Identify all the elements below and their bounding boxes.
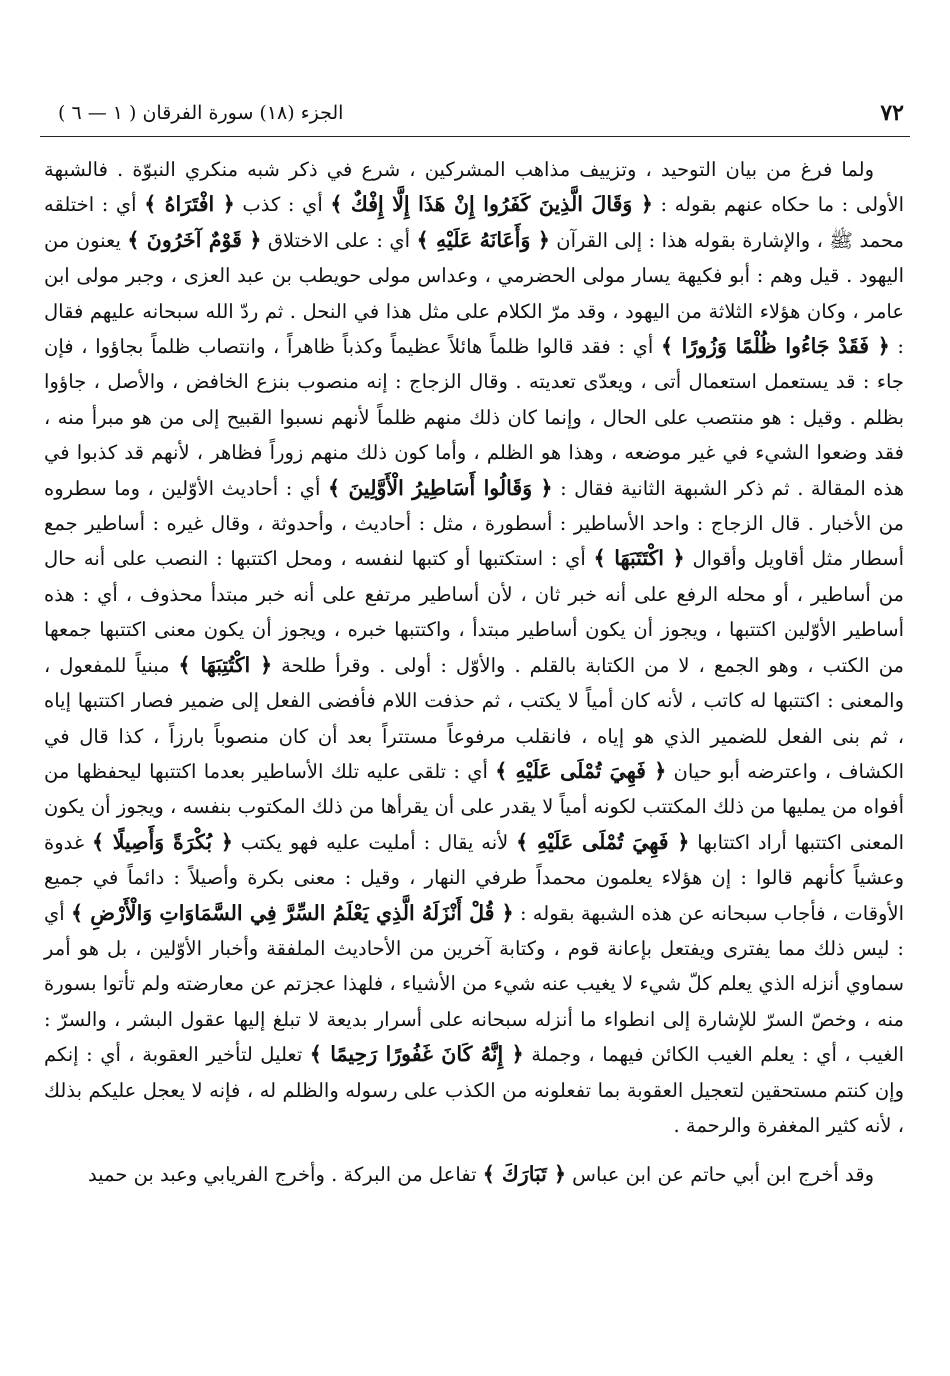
quran-verse: ﴿ وَقَالُوا أَسَاطِيرُ الْأَوَّلِينَ ﴾ <box>327 475 553 500</box>
body-text <box>44 152 904 1193</box>
quran-verse: ﴿ فَقَدْ جَاءُوا ظُلْمًا وَزُورًا ﴾ <box>661 334 890 359</box>
quran-verse: ﴿ اكْتَتَبَهَا ﴾ <box>593 546 685 571</box>
text-segment: أي : اختلقه محمد ﷺ ، والإشارة بقوله هذا : إلى القرآن <box>44 193 904 252</box>
text-segment: أي : ليس ذلك مما يفترى ويفتعل بإعانة قوم ، وكتابة آخرين من الأحاديث الملفقة وأخبار الأوّلين ، بل هو أمر سماوي أنزله الذي يعلم كلّ شيء لا يغيب عنه شيء من الأشياء ، فلهذا عجزتم عن معارضته ولم تأتوا بسورة منه ، وخصّ السرّ للإشارة إلى انطواء ما أنزله سبحانه على أسرار بديعة لا تبلغ إليها عقول البشر ، والسرّ : الغيب ، أي : يعلم الغيب الكائن فيهما ، وجملة <box>44 901 904 1067</box>
text-segment: مبنياً للمفعول ، والمعنى : اكتتبها له كاتب ، لأنه كان أمياً لا يكتب ، ثم حذفت اللام فأفضى الفعل إلى ضمير فصار اكتتبها إياه ، ثم بنى الفعل للضمير الذي هو إياه ، فانقلب مرفوعاً مستتراً بعد أن كان منصوباً بارزاً ، كذا قال في الكشاف ، واعترضه أبو حيان <box>44 653 904 783</box>
quran-verse: ﴿ فَهِيَ تُمْلَى عَلَيْهِ ﴾ <box>495 758 667 783</box>
quran-verse: ﴿ فَهِيَ تُمْلَى عَلَيْهِ ﴾ <box>516 829 690 854</box>
quran-verse: ﴿ قَوْمٌ آخَرُونَ ﴾ <box>127 227 262 252</box>
quran-verse: ﴿ اكْتُتِبَهَا ﴾ <box>178 652 273 677</box>
text-segment: تعليل لتأخير العقوبة ، أي : إنكم وإن كنتم مستحقين لتعجيل العقوبة بما تفعلونه من الكذب على رسوله والظلم له ، فإنه لا يعجل عليكم بذلك ، لأنه كثير المغفرة والرحمة . <box>44 1043 904 1137</box>
text-segment: أي : كذب <box>234 193 331 217</box>
quran-verse: ﴿ وَقَالَ الَّذِينَ كَفَرُوا إِنْ هَذَا إِلَّا إِفْكٌ ﴾ <box>330 192 653 217</box>
text-segment: أي : فقد قالوا ظلماً هائلاً عظيماً وكذباً ظاهراً ، وانتصاب ظلماً بجاؤوا ، فإن جاء : قد يستعمل استعمال أتى ، ويعدّى تعديته . وقال الزجاج : إنه منصوب بنزع الخافض ، والأصل ، جاؤوا بظلم . وقيل : هو منتصب على الحال ، وإنما كان ذلك منهم ظلماً لأنهم نسبوا القبيح إلى من هو مبرأ منه ، فقد وضعوا الشيء في غير موضعه ، وهذا هو الظلم ، وأما كون ذلك منهم زوراً فظاهر ، لأنهم قد كذبوا في هذه المقالة . ثم ذكر الشبهة الثانية فقال : <box>44 335 904 500</box>
quran-verse: ﴿ إِنَّهُ كَانَ غَفُورًا رَحِيمًا ﴾ <box>309 1042 524 1067</box>
quran-verse: ﴿ افْتَرَاهُ ﴾ <box>144 192 235 217</box>
text-segment: أي : استكتبها أو كتبها لنفسه ، ومحل اكتتبها : النصب على أنه حال من أساطير ، أو محله الرفع على أنه خبر ثان ، لأن أساطير مرتفع على أنه خبر مبتدأ محذوف ، أي : هذه أساطير الأوّلين اكتتبها ، ويجوز أن يكون أساطير مبتدأ ، واكتتبها خبره ، ويجوز أن يكون معنى اكتتبها جمعها من الكتب ، وهو الجمع ، لا من الكتابة بالقلم . والأوّل : أولى . وقرأ طلحة <box>44 547 904 677</box>
text-segment: أي : تلقى عليه تلك الأساطير بعدما اكتتبها ليحفظها من أفواه من يمليها من ذلك المكتتب لكونه أمياً لا يقدر على أن يقرأها من ذلك المكتوب بنفسه ، ويجوز أن يكون المعنى اكتتبها أراد اكتتابها <box>44 759 904 854</box>
paragraph-spacer <box>44 1143 904 1157</box>
text-segment: يعنون من اليهود . قيل وهم : أبو فكيهة يسار مولى الحضرمي ، وعداس مولى حويطب بن عبد العزى ، وجبر مولى ابن عامر ، وكان هؤلاء الثلاثة من اليهود ، وقد مرّ الكلام على مثل هذا في النحل . ثم ردّ الله سبحانه عليهم فقال : <box>44 228 905 359</box>
text-segment: لأنه يقال : أمليت عليه فهو يكتب <box>232 830 517 854</box>
text-segment: وقد أخرج ابن أبي حاتم عن ابن عباس <box>565 1163 874 1187</box>
quran-verse: ﴿ بُكْرَةً وَأَصِيلًا ﴾ <box>91 829 233 854</box>
paragraph-hadith-sources <box>44 1157 904 1192</box>
text-segment: أي : أحاديث الأوّلين ، وما سطروه من الأخبار . قال الزجاج : واحد الأساطير : أسطورة ، مثل : أحاديث ، وأحدوثة ، وقال غيره : أساطير جمع أسطار مثل أقاويل وأقوال <box>44 476 904 571</box>
text-segment: ولما فرغ من بيان التوحيد ، وتزييف مذاهب المشركين ، شرع في ذكر شبه منكري النبوّة . فالشبهة الأولى : ما حكاه عنهم بقوله : <box>44 158 905 217</box>
page-header <box>40 96 910 137</box>
quran-verse: ﴿ وَأَعَانَهُ عَلَيْهِ ﴾ <box>416 227 550 252</box>
page-number: ٧٢ <box>880 100 904 126</box>
running-head: الجزء (١٨) سورة الفرقان ( ١ — ٦ ) <box>58 102 344 124</box>
text-segment: غدوة وعشياً كأنهم قالوا : إن هؤلاء يعلمون محمداً طرفي النهار ، وقيل : معنى بكرة وأصيلاً : دائماً في جميع الأوقات ، فأجاب سبحانه عن هذه الشبهة بقوله : <box>44 830 904 925</box>
text-segment: تفاعل من البركة . وأخرج الفريابي وعبد بن حميد <box>87 1163 483 1187</box>
quran-verse: ﴿ قُلْ أَنْزَلَهُ الَّذِي يَعْلَمُ السِّرَّ فِي السَّمَاوَاتِ وَالْأَرْضِ ﴾ <box>70 900 514 925</box>
quran-verse: ﴿ تَبَارَكَ ﴾ <box>482 1162 566 1187</box>
text-segment: أي : على الاختلاق <box>261 228 417 252</box>
paragraph-tafsir-main <box>44 152 904 1143</box>
